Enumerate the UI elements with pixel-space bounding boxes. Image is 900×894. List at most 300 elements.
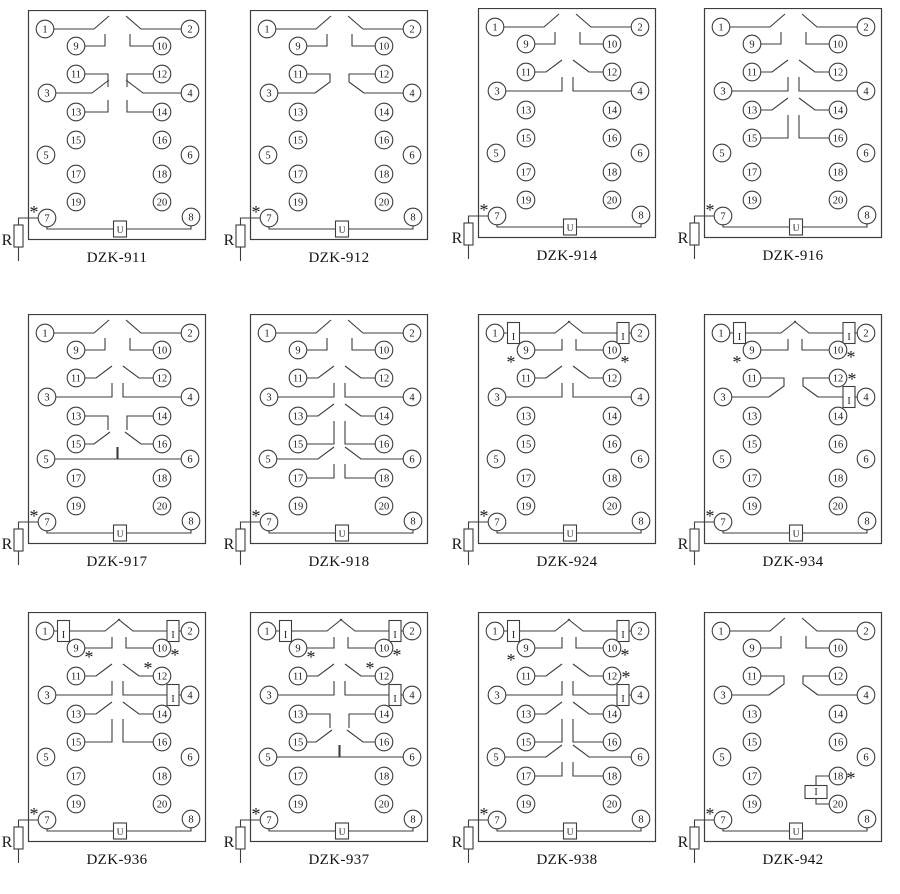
contact-no_11_3 [732, 77, 788, 91]
terminal-number: 15 [746, 439, 758, 451]
contact-no_1_9 [761, 636, 781, 648]
asterisk-mark-at7: * [29, 506, 39, 526]
contact-no_2_10 [802, 14, 857, 27]
terminal-number: 16 [378, 737, 390, 749]
terminal-number: 3 [266, 88, 272, 100]
terminal-number: 13 [292, 709, 304, 721]
contact-no_12_4 [573, 383, 631, 397]
terminal-number: 11 [292, 671, 304, 683]
terminal-number: 8 [188, 814, 194, 826]
terminal-number: 20 [156, 197, 168, 209]
terminal-number: 12 [156, 671, 168, 683]
terminal-number: 5 [43, 150, 49, 162]
terminal-number: 4 [637, 392, 643, 404]
contact-no_2_10c [576, 637, 603, 648]
terminal-number: 12 [156, 69, 168, 81]
terminal-number: 8 [638, 210, 644, 222]
contact-no_12_4 [345, 383, 403, 397]
contact-co_3_11_13 [56, 80, 109, 93]
terminal-number: 3 [720, 690, 726, 702]
current-coil-label: I [847, 396, 851, 407]
contact-no_1_9c [535, 637, 562, 648]
diagram-label: DZK-911 [86, 250, 148, 266]
contact-no_13_15 [85, 719, 112, 742]
terminal-number: 7 [44, 517, 50, 529]
terminal-number: 17 [746, 771, 758, 783]
terminal-number: 17 [520, 473, 532, 485]
terminal-number: 17 [520, 771, 532, 783]
terminal-number: 6 [409, 752, 415, 764]
asterisk-mark-below_right_9: * [306, 647, 316, 667]
terminal-number: 6 [637, 454, 643, 466]
current-coil-label: I [737, 332, 742, 343]
relay-terminal-diagram [0, 612, 210, 870]
terminal-number: 11 [746, 671, 758, 683]
terminal-number: 10 [832, 643, 844, 655]
terminal-number: 4 [409, 88, 415, 100]
terminal-number: 2 [863, 626, 869, 638]
terminal-number: 12 [606, 373, 618, 385]
current-coil-label: I [283, 630, 288, 641]
asterisk-mark-at7: * [251, 202, 261, 222]
terminal-number: 7 [494, 211, 500, 223]
terminal-number: 7 [266, 213, 272, 225]
voltage-coil-label: U [566, 530, 574, 540]
terminal-number: 13 [70, 107, 82, 119]
asterisk-mark-below_coil_1: * [506, 352, 516, 372]
terminal-number: 12 [832, 373, 844, 385]
terminal-number: 19 [70, 501, 82, 513]
terminal-number: 18 [378, 771, 390, 783]
terminal-number: 4 [187, 690, 193, 702]
contact-no_12_4 [573, 664, 603, 676]
resistor-label: R [677, 834, 689, 851]
contact-no_2_10 [348, 16, 403, 29]
terminal-number: 2 [187, 24, 193, 36]
terminal-number: 6 [863, 148, 869, 160]
terminal-number: 11 [520, 67, 532, 79]
terminal-number: 9 [295, 41, 301, 53]
relay-terminal-diagram [444, 612, 660, 870]
contact-no_2_10 [126, 16, 181, 29]
terminal-number: 15 [70, 135, 82, 147]
relay-box-border [479, 9, 656, 238]
terminal-number: 8 [410, 212, 416, 224]
terminal-number: 17 [70, 771, 82, 783]
terminal-number: 20 [832, 799, 844, 811]
contact-no_1_9 [54, 320, 109, 333]
terminal-number: 15 [292, 439, 304, 451]
terminal-number: 18 [156, 771, 168, 783]
contact-nc_3_11 [761, 378, 784, 397]
contact-no_14_16 [573, 702, 603, 714]
contact-no_2_10 [130, 338, 153, 350]
terminal-number: 16 [606, 133, 618, 145]
terminal-number: 7 [720, 815, 726, 827]
resistor-body [236, 827, 245, 849]
current-coil-label: I [511, 332, 516, 343]
contact-no_12_4 [345, 366, 375, 378]
terminal-number: 4 [409, 392, 415, 404]
asterisk-mark-at7: * [29, 202, 39, 222]
terminal-number: 9 [295, 643, 301, 655]
terminal-number: 8 [864, 516, 870, 528]
diagram-label: DZK-917 [86, 554, 148, 570]
resistor-body [464, 529, 473, 551]
contact-no_1_9 [730, 14, 785, 27]
relay-terminal-diagram [444, 8, 660, 266]
resistor-label: R [223, 536, 235, 553]
contact-no_12_4 [799, 60, 829, 72]
resistor-label: R [451, 834, 463, 851]
contact-no_11_3 [506, 681, 562, 695]
asterisk-mark-at7: * [479, 506, 489, 526]
terminal-number: 9 [295, 345, 301, 357]
terminal-number: 1 [492, 626, 498, 638]
terminal-number: 3 [44, 88, 50, 100]
asterisk-mark-right_of_18: * [846, 768, 856, 788]
contact-no_1_9 [504, 14, 559, 27]
contact-co_6_16_14 [339, 745, 403, 757]
asterisk-mark-at7: * [479, 804, 489, 824]
terminal-number: 13 [292, 107, 304, 119]
terminal-number: 10 [156, 643, 168, 655]
terminal-number: 19 [70, 799, 82, 811]
terminal-number: 16 [156, 439, 168, 451]
terminal-number: 4 [637, 86, 643, 98]
terminal-number: 12 [832, 671, 844, 683]
terminal-number: 4 [637, 690, 643, 702]
terminal-number: 20 [378, 197, 390, 209]
terminal-number: 1 [42, 328, 48, 340]
relay-terminal-diagram [0, 10, 210, 268]
contact-co_5_15_13 [55, 447, 118, 459]
terminal-number: 1 [718, 328, 724, 340]
terminal-number: 2 [409, 24, 415, 36]
terminal-number: 14 [832, 411, 844, 423]
contact-nc_4_12 [803, 676, 829, 695]
terminal-number: 12 [378, 69, 390, 81]
terminal-number: 7 [720, 517, 726, 529]
contact-no_12_4 [573, 366, 603, 378]
terminal-number: 20 [156, 501, 168, 513]
contact-no_14_16 [123, 702, 153, 714]
terminal-number: 6 [187, 454, 193, 466]
terminal-number: 5 [265, 454, 271, 466]
terminal-number: 4 [409, 690, 415, 702]
terminal-number: 6 [409, 150, 415, 162]
terminal-number: 7 [494, 815, 500, 827]
terminal-number: 1 [718, 22, 724, 34]
terminal-number: 3 [266, 690, 272, 702]
diagram-dzk-942 [670, 612, 886, 870]
terminal-number: 19 [746, 799, 758, 811]
contact-no_13_15 [307, 404, 334, 416]
contact-co_5_15_13 [277, 745, 340, 757]
relay-box-border [29, 11, 206, 240]
resistor-body [690, 827, 699, 849]
diagram-label: DZK-938 [536, 852, 598, 868]
terminal-number: 1 [264, 626, 270, 638]
terminal-number: 18 [606, 167, 618, 179]
contact-no_14_16 [345, 404, 375, 416]
asterisk-mark-at7: * [251, 804, 261, 824]
contact-no_13_15 [307, 421, 334, 444]
terminal-number: 1 [42, 24, 48, 36]
terminal-number: 15 [746, 737, 758, 749]
terminal-number: 20 [606, 799, 618, 811]
current-coil-label: I [621, 694, 625, 705]
current-coil-label: I [814, 787, 818, 798]
terminal-number: 8 [864, 210, 870, 222]
terminal-number: 13 [70, 709, 82, 721]
diagram-dzk-934 [670, 314, 886, 572]
terminal-number: 20 [606, 195, 618, 207]
terminal-number: 3 [44, 392, 50, 404]
terminal-number: 8 [638, 814, 644, 826]
terminal-number: 3 [494, 690, 500, 702]
contact-no_1_9c [761, 339, 788, 350]
relay-terminal-diagram [444, 314, 660, 572]
terminal-number: 19 [746, 501, 758, 513]
contact-no_2_10 [802, 618, 857, 631]
contact-nc_3_11 [307, 74, 330, 93]
terminal-number: 16 [156, 737, 168, 749]
terminal-number: 9 [749, 643, 755, 655]
terminal-number: 1 [264, 24, 270, 36]
resistor-body [464, 827, 473, 849]
contact-no_1_9 [761, 32, 781, 44]
terminal-number: 18 [156, 169, 168, 181]
terminal-number: 2 [637, 22, 643, 34]
contact-no_13_15 [761, 98, 788, 110]
terminal-number: 14 [378, 411, 390, 423]
voltage-coil-label: U [338, 226, 346, 236]
terminal-number: 15 [292, 135, 304, 147]
diagram-label: DZK-937 [308, 852, 370, 868]
terminal-number: 7 [266, 815, 272, 827]
relay-terminal-diagram [216, 612, 432, 870]
resistor-body [690, 529, 699, 551]
relay-box-border [705, 9, 882, 238]
contact-co_6_16_14 [117, 447, 181, 459]
relay-terminal-diagram [670, 8, 886, 266]
contact-co_4_12_14 [126, 80, 181, 93]
diagram-dzk-914 [444, 8, 660, 266]
terminal-number: 11 [292, 69, 304, 81]
terminal-number: 14 [378, 709, 390, 721]
contact-no_1_9 [276, 320, 331, 333]
terminal-number: 11 [292, 373, 304, 385]
relay-box-border [251, 11, 428, 240]
terminal-number: 10 [378, 41, 390, 53]
contact-no_1_9 [307, 338, 327, 350]
terminal-number: 16 [606, 439, 618, 451]
voltage-coil-label: U [566, 828, 574, 838]
terminal-number: 4 [187, 392, 193, 404]
terminal-number: 10 [832, 345, 844, 357]
terminal-number: 20 [832, 195, 844, 207]
contact-no_2_10 [352, 338, 375, 350]
voltage-coil-label: U [116, 226, 124, 236]
diagram-dzk-918 [216, 314, 432, 572]
terminal-number: 16 [832, 737, 844, 749]
terminal-number: 19 [520, 195, 532, 207]
diagram-label: DZK-914 [536, 248, 598, 264]
current-coil-label: I [847, 332, 851, 343]
terminal-number: 13 [70, 411, 82, 423]
diagram-dzk-938 [444, 612, 660, 870]
contact-no_11_3 [56, 383, 112, 397]
terminal-number: 8 [188, 212, 194, 224]
terminal-number: 14 [606, 709, 618, 721]
terminal-number: 10 [832, 39, 844, 51]
contact-no_5_17 [535, 762, 562, 776]
terminal-number: 9 [523, 345, 529, 357]
terminal-number: 14 [378, 107, 390, 119]
contact-no_11_3 [506, 383, 562, 397]
terminal-number: 6 [863, 454, 869, 466]
contact-no_2_10c [802, 339, 829, 350]
terminal-number: 12 [606, 671, 618, 683]
contact-no_2_10 [348, 320, 403, 333]
terminal-number: 15 [520, 133, 532, 145]
relay-terminal-diagram [670, 612, 886, 870]
terminal-number: 19 [746, 195, 758, 207]
terminal-number: 19 [292, 197, 304, 209]
resistor-body [14, 529, 23, 551]
contact-no_11_3 [535, 366, 562, 378]
terminal-number: 12 [378, 373, 390, 385]
terminal-number: 7 [720, 211, 726, 223]
voltage-coil-label: U [116, 828, 124, 838]
terminal-number: 20 [156, 799, 168, 811]
terminal-number: 2 [409, 626, 415, 638]
terminal-number: 8 [864, 814, 870, 826]
terminal-number: 11 [746, 67, 758, 79]
contact-co_5_15_13 [307, 714, 330, 728]
terminal-number: 11 [70, 69, 82, 81]
relay-box-border [29, 315, 206, 544]
terminal-number: 3 [494, 392, 500, 404]
terminal-number: 7 [44, 213, 50, 225]
diagram-dzk-916 [670, 8, 886, 266]
terminal-number: 10 [156, 345, 168, 357]
terminal-number: 14 [156, 411, 168, 423]
diagram-dzk-937 [216, 612, 432, 870]
terminal-number: 4 [863, 690, 869, 702]
terminal-number: 16 [378, 439, 390, 451]
terminal-number: 6 [187, 150, 193, 162]
contact-no_14_16 [799, 98, 829, 110]
contact-no_6_18 [573, 762, 603, 776]
terminal-number: 17 [70, 169, 82, 181]
contact-no_1_9 [85, 34, 105, 46]
terminal-number: 12 [156, 373, 168, 385]
resistor-body [14, 225, 23, 247]
terminal-number: 13 [520, 105, 532, 117]
terminal-number: 9 [749, 345, 755, 357]
contact-no_14_16 [123, 719, 153, 742]
contact-no_14_16 [799, 115, 829, 138]
relay-terminal-diagram [0, 314, 210, 572]
diagram-label: DZK-936 [86, 852, 148, 868]
contact-no_1_9c [535, 339, 562, 350]
terminal-number: 5 [719, 454, 725, 466]
terminal-number: 12 [378, 671, 390, 683]
asterisk-mark-below_coil_1: * [506, 650, 516, 670]
terminal-number: 15 [70, 737, 82, 749]
terminal-number: 16 [832, 439, 844, 451]
contact-no_13_15 [535, 702, 562, 714]
contact-no_11_3 [307, 366, 334, 378]
contact-co_3_11_13 [85, 74, 108, 87]
terminal-number: 5 [43, 454, 49, 466]
diagram-dzk-912 [216, 10, 432, 268]
terminal-number: 5 [493, 752, 499, 764]
voltage-coil-label: U [792, 530, 800, 540]
diagram-dzk-917 [0, 314, 210, 572]
terminal-number: 6 [187, 752, 193, 764]
resistor-label: R [677, 536, 689, 553]
terminal-number: 13 [520, 709, 532, 721]
contact-no_2_10 [576, 14, 631, 27]
resistor-label: R [223, 834, 235, 851]
terminal-number: 5 [493, 454, 499, 466]
terminal-number: 1 [264, 328, 270, 340]
contact-no_12_4 [123, 383, 181, 397]
terminal-number: 20 [378, 501, 390, 513]
contact-no_14_16 [573, 719, 603, 742]
contact-no_2_10 [352, 34, 375, 46]
contact-no_2_10c [576, 339, 603, 350]
terminal-number: 15 [520, 737, 532, 749]
contact-no_13_15 [85, 702, 112, 714]
diagram-dzk-924 [444, 314, 660, 572]
terminal-number: 7 [494, 517, 500, 529]
terminal-number: 10 [156, 41, 168, 53]
terminal-number: 3 [720, 86, 726, 98]
contact-no_1_9 [85, 338, 105, 350]
diagram-label: DZK-912 [308, 250, 370, 266]
contact-no_11_3 [278, 681, 334, 695]
asterisk-mark-at7: * [251, 506, 261, 526]
resistor-label: R [451, 230, 463, 247]
terminal-number: 13 [292, 411, 304, 423]
terminal-number: 6 [863, 752, 869, 764]
terminal-number: 10 [378, 345, 390, 357]
contact-no_5_17 [307, 464, 334, 478]
asterisk-mark-at7: * [29, 804, 39, 824]
contact-nc_4_12 [349, 74, 375, 93]
terminal-number: 10 [606, 643, 618, 655]
terminal-number: 17 [292, 473, 304, 485]
terminal-number: 18 [832, 771, 844, 783]
terminal-number: 16 [606, 737, 618, 749]
terminal-number: 13 [746, 709, 758, 721]
current-coil-label: I [393, 630, 397, 641]
terminal-number: 15 [746, 133, 758, 145]
terminal-number: 5 [719, 752, 725, 764]
terminal-number: 1 [492, 328, 498, 340]
contact-no_2_10 [806, 32, 829, 44]
resistor-body [14, 827, 23, 849]
contact-nc_3_11 [761, 676, 784, 695]
diagram-label: DZK-942 [762, 852, 824, 868]
asterisk-mark-right_of_10: * [846, 347, 856, 367]
terminal-number: 20 [606, 501, 618, 513]
terminal-number: 19 [520, 799, 532, 811]
